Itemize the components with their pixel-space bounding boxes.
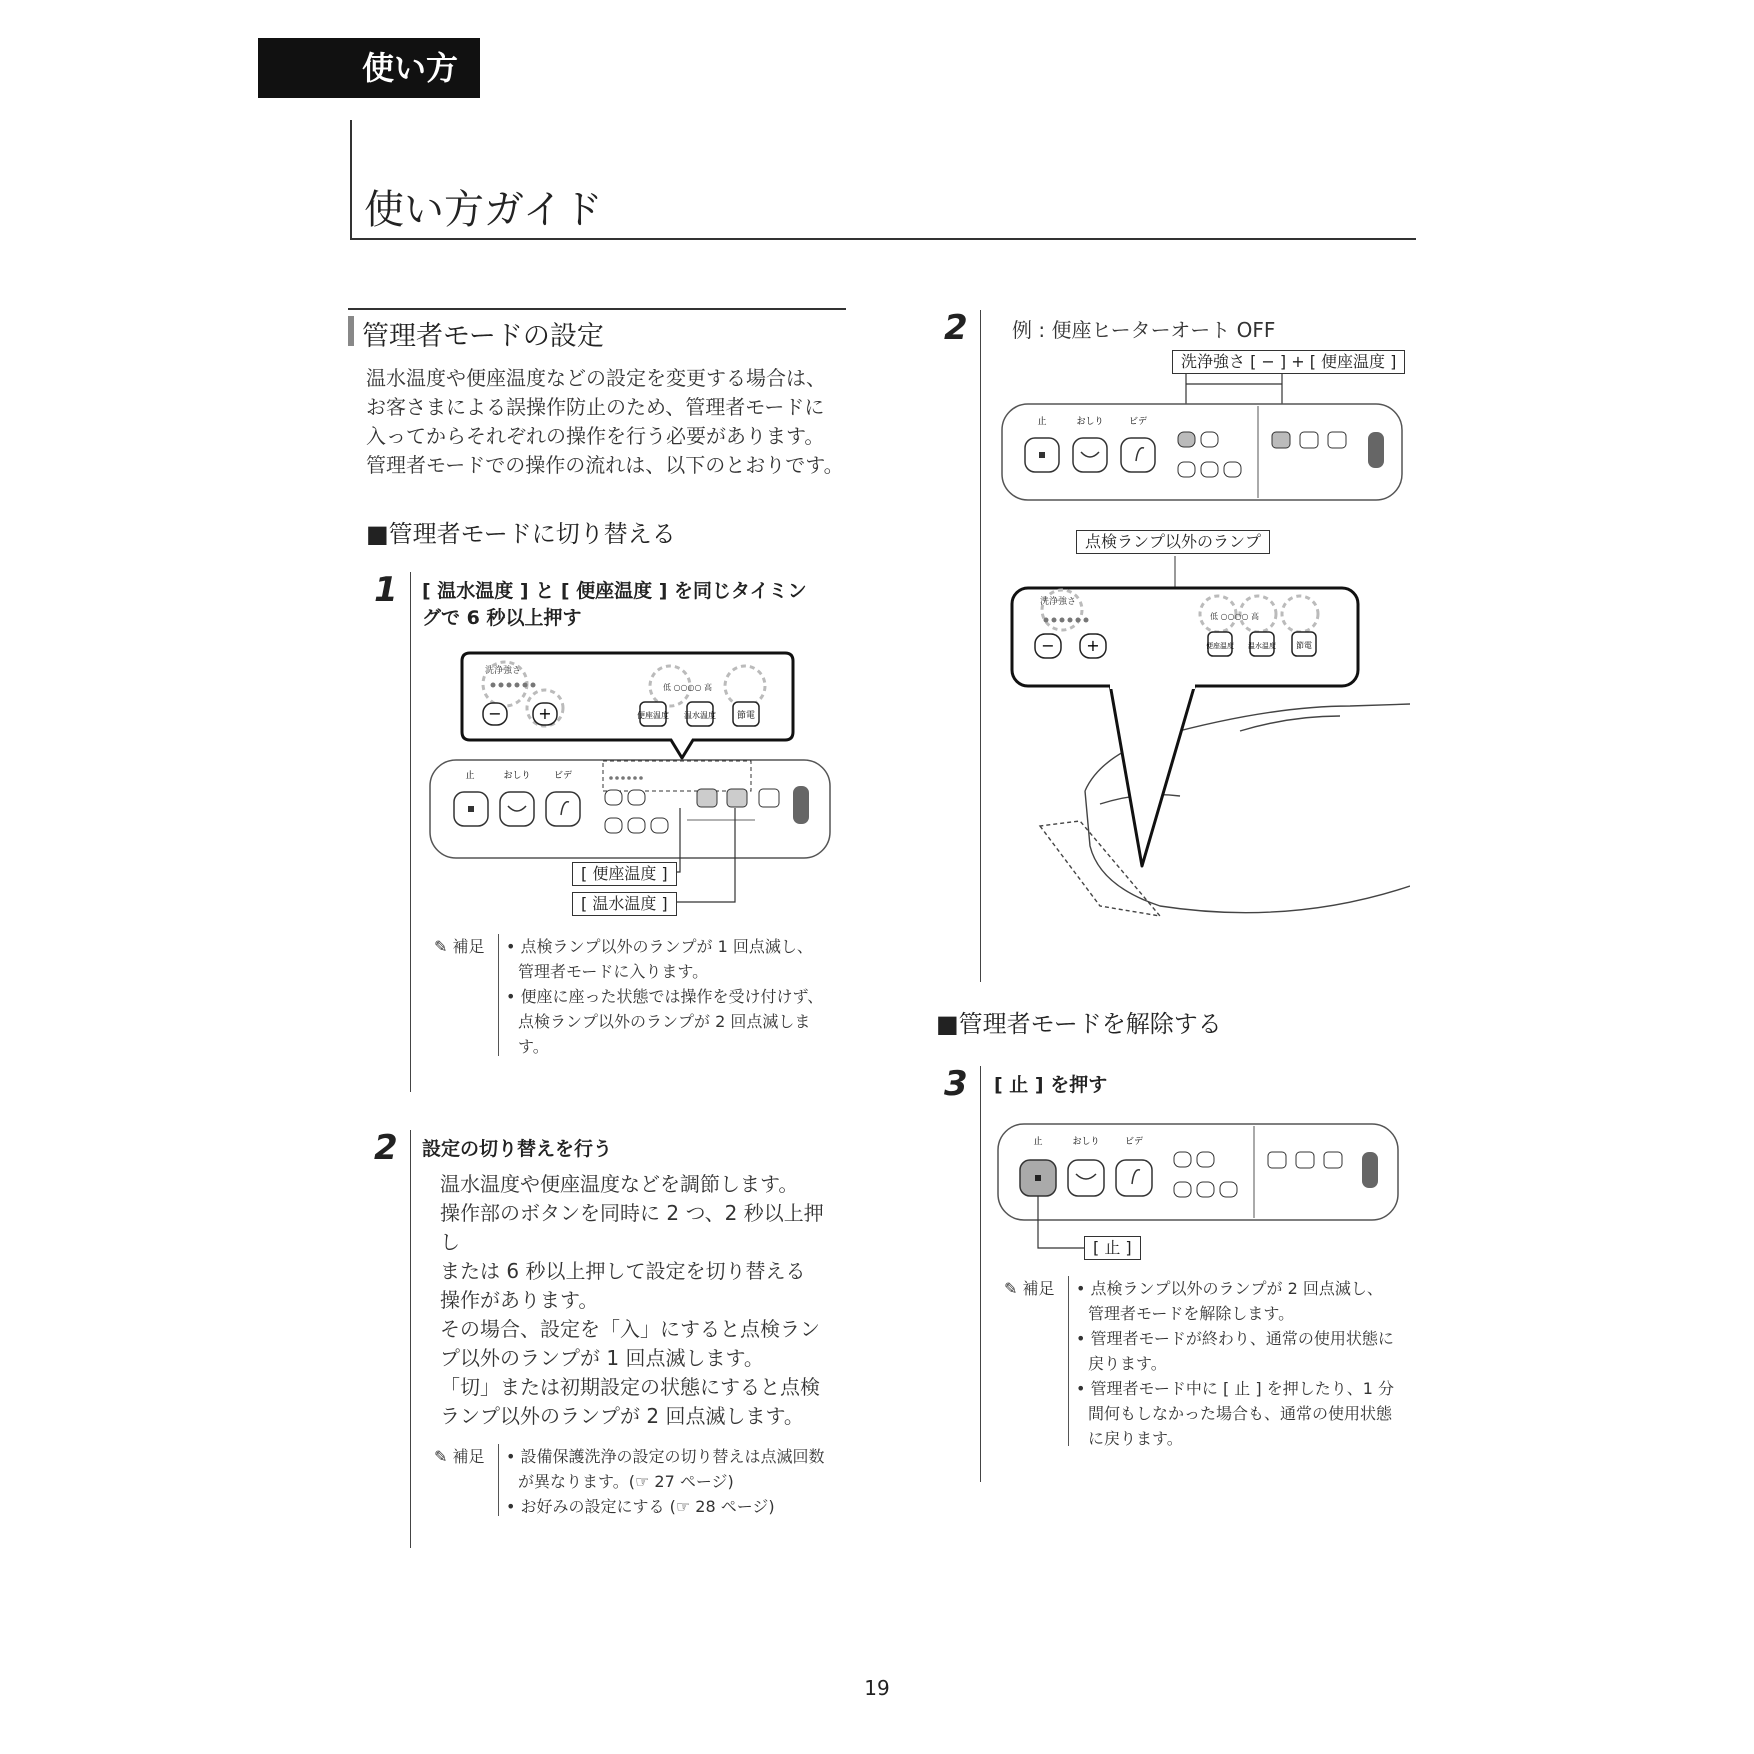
body-line: 温水温度や便座温度などを調節します。 xyxy=(440,1172,799,1196)
pencil-icon: ✎ xyxy=(434,1447,453,1466)
intro-paragraph xyxy=(366,364,856,480)
intro-line: 管理者モードでの操作の流れは、以下のとおりです。 xyxy=(366,453,844,477)
step2-note xyxy=(434,1444,485,1467)
note-label: 補足 xyxy=(452,937,485,956)
panel-bidet-label: ビデ xyxy=(1128,417,1148,427)
stop-label: [ 止 ] xyxy=(1084,1236,1141,1260)
combo-label: 洗浄強さ [ − ] + [ 便座温度 ] xyxy=(1172,350,1405,374)
note-item: • 管理者モードが終わり、通常の使用状態に戻ります。 xyxy=(1076,1329,1394,1373)
step3-title: [ 止 ] を押す xyxy=(994,1074,1108,1096)
panel-seat-temp-button xyxy=(697,789,717,807)
note-item: • お好みの設定にする (☞ 28 ページ) xyxy=(506,1497,775,1516)
title-rule-vertical xyxy=(350,120,352,240)
zoom-water-label: 温水温度 xyxy=(1248,642,1276,650)
step1-title xyxy=(422,578,807,632)
section-tab xyxy=(258,38,480,98)
panel-stop-label: 止 xyxy=(1037,417,1047,427)
svg-text:−: − xyxy=(488,704,502,723)
zoom-callout xyxy=(462,653,793,758)
step2-number: 2 xyxy=(374,1128,398,1168)
svg-text:+: + xyxy=(1086,636,1100,655)
body-line: プ以外のランプが 1 回点滅します。 xyxy=(440,1346,764,1370)
panel-shower-button xyxy=(500,792,534,826)
step1-note xyxy=(434,934,485,957)
body-line: 操作があります。 xyxy=(440,1288,599,1312)
example-panel-illustration xyxy=(1000,374,1410,504)
zoom-strength-label: 洗浄強さ xyxy=(1040,597,1077,607)
svg-text:+: + xyxy=(538,704,552,723)
title-rule-horizontal xyxy=(350,238,1416,240)
example-title: 例 : 便座ヒーターオート OFF xyxy=(1012,318,1276,342)
panel-bidet-label: ビデ xyxy=(553,771,573,781)
note-label: 補足 xyxy=(1022,1279,1055,1298)
example-number: 2 xyxy=(944,308,968,348)
lamps-label: 点検ランプ以外のランプ xyxy=(1076,530,1270,554)
panel-bidet-label: ビデ xyxy=(1124,1137,1144,1147)
example-rule xyxy=(980,310,981,982)
callout-strength-label: 洗浄強さ xyxy=(485,666,522,676)
note-rule xyxy=(1068,1276,1069,1446)
zoom-eco-label: 節電 xyxy=(1296,641,1312,650)
svg-text:−: − xyxy=(1041,636,1055,655)
zoom-low-high: 低 ○○○○ 高 xyxy=(1210,612,1260,621)
section-heading-text: 管理者モードの設定 xyxy=(362,321,604,352)
callout-low-high: 低 ○○○○ 高 xyxy=(663,683,713,692)
note-rule xyxy=(498,934,499,1056)
panel-shower-label: おしり xyxy=(1076,417,1104,427)
note-item: • 管理者モード中に [ 止 ] を押したり、1 分間何もしなかった場合も、通常の使用状態に戻ります。 xyxy=(1076,1379,1394,1448)
pencil-icon: ✎ xyxy=(434,937,453,956)
note-item: • 点検ランプ以外のランプが 1 回点滅し、管理者モードに入ります。 xyxy=(506,937,813,981)
step1-rule xyxy=(410,572,411,1092)
note-rule xyxy=(498,1444,499,1516)
section-heading-bar xyxy=(348,316,354,346)
intro-line: 入ってからそれぞれの操作を行う必要があります。 xyxy=(366,424,825,448)
example-seat-temp-button xyxy=(1272,432,1290,448)
step2-note-list xyxy=(506,1444,836,1519)
step2-rule xyxy=(410,1130,411,1548)
intro-line: 温水温度や便座温度などの設定を変更する場合は、 xyxy=(366,366,826,390)
panel-water-temp-button xyxy=(727,789,747,807)
body-line: 「切」または初期設定の状態にすると点検 xyxy=(440,1375,820,1399)
remote-panel xyxy=(430,760,830,858)
section-tab-label: 使い方 xyxy=(362,49,459,87)
panel-indicator xyxy=(793,786,809,824)
step2-title: 設定の切り替えを行う xyxy=(422,1138,613,1160)
water-temp-label: [ 温水温度 ] xyxy=(572,892,677,916)
step1-title-line: [ 温水温度 ] と [ 便座温度 ] を同じタイミン xyxy=(422,580,807,602)
step3-note xyxy=(1004,1276,1055,1299)
seat-temp-label: [ 便座温度 ] xyxy=(572,862,677,886)
panel-stop-label: 止 xyxy=(465,771,475,781)
release-mode-heading: ■管理者モードを解除する xyxy=(936,1010,1222,1038)
body-line: または 6 秒以上押して設定を切り替える xyxy=(440,1259,806,1283)
toilet-seat-sketch xyxy=(1040,704,1410,916)
body-line: その場合、設定を「入」にすると点検ラン xyxy=(440,1317,820,1341)
note-label: 補足 xyxy=(452,1447,485,1466)
panel-stop-label: 止 xyxy=(1033,1137,1043,1147)
pencil-icon: ✎ xyxy=(1004,1279,1023,1298)
step3-note-list xyxy=(1076,1276,1396,1451)
body-line: ランプ以外のランプが 2 回点滅します。 xyxy=(440,1404,804,1428)
example-zoom-illustration xyxy=(1010,556,1410,926)
step2-body xyxy=(440,1170,840,1431)
panel-eco-button xyxy=(759,789,779,807)
page-number: 19 xyxy=(864,1676,890,1700)
example-minus-button xyxy=(1178,432,1195,447)
panel-shower-label: おしり xyxy=(1072,1137,1100,1147)
callout-seat-label: 便座温度 xyxy=(637,711,669,720)
step1-title-line: グで 6 秒以上押す xyxy=(422,607,582,629)
step1-note-list xyxy=(506,934,826,1059)
panel-shower-label: おしり xyxy=(503,771,531,781)
step1-number: 1 xyxy=(374,570,398,610)
callout-water-label: 温水温度 xyxy=(684,711,716,720)
section-heading xyxy=(348,308,846,350)
switch-mode-heading: ■管理者モードに切り替える xyxy=(366,520,676,548)
callout-eco-label: 節電 xyxy=(736,711,756,721)
note-item: • 点検ランプ以外のランプが 2 回点滅し、管理者モードを解除します。 xyxy=(1076,1279,1383,1323)
step3-rule xyxy=(980,1066,981,1482)
note-item: • 便座に座った状態では操作を受け付けず、点検ランプ以外のランプが 2 回点滅します。 xyxy=(506,987,824,1056)
zoom-seat-label: 便座温度 xyxy=(1206,642,1234,650)
step3-panel-illustration xyxy=(996,1120,1406,1260)
intro-line: お客さまによる誤操作防止のため、管理者モードに xyxy=(366,395,825,419)
page-title: 使い方ガイド xyxy=(364,187,603,233)
note-item: • 設備保護洗浄の設定の切り替えは点滅回数が異なります。(☞ 27 ページ) xyxy=(506,1447,825,1491)
step3-number: 3 xyxy=(944,1064,968,1104)
panel-bidet-button xyxy=(546,792,580,826)
body-line: 操作部のボタンを同時に 2 つ、2 秒以上押し xyxy=(440,1201,824,1254)
